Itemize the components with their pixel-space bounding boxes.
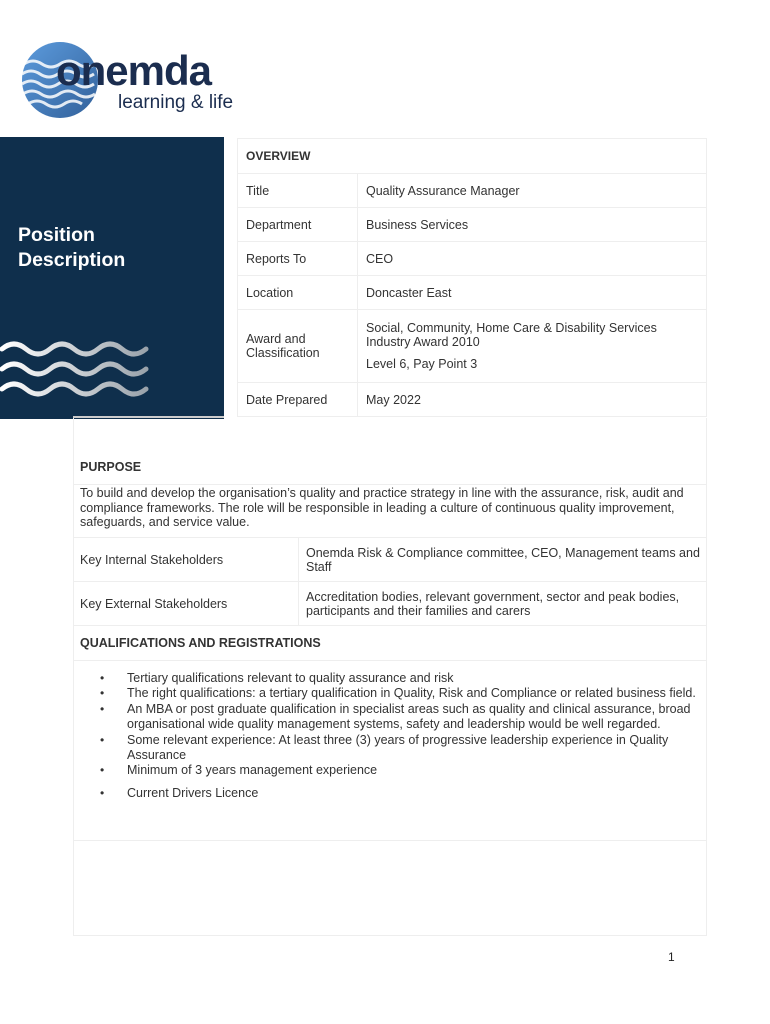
logo-tagline: learning & life bbox=[118, 92, 234, 113]
purpose-text: To build and develop the organisation’s quality and practice strategy in line with the assurance, risk, audit and compliance frameworks. The role will be responsible in leading a culture of continuous quality improvement, safeguards, and service value. bbox=[80, 486, 684, 529]
panel-title-line1: Position bbox=[18, 224, 95, 246]
row-value: CEO bbox=[358, 242, 707, 276]
logo-brand-text: onemda bbox=[56, 47, 212, 94]
panel-title bbox=[18, 223, 125, 273]
table-row bbox=[238, 276, 707, 310]
stakeholder-label: Key Internal Stakeholders bbox=[80, 553, 224, 567]
list-item: • Minimum of 3 years management experience bbox=[100, 763, 700, 778]
stakeholder-value: Accreditation bodies, relevant government, sector and peak bodies, participants and their families and carers bbox=[306, 589, 680, 618]
table-row bbox=[238, 242, 707, 276]
row-value bbox=[358, 310, 707, 383]
row-label: Title bbox=[238, 174, 358, 208]
row-value: Business Services bbox=[358, 208, 707, 242]
panel-title-line2: Description bbox=[18, 249, 126, 271]
divider bbox=[73, 660, 707, 661]
list-item: • Some relevant experience: At least three (3) years of progressive leadership experience in Quality Assurance bbox=[100, 733, 700, 764]
onemda-logo bbox=[18, 40, 258, 124]
row-value: Quality Assurance Manager bbox=[358, 174, 707, 208]
row-value: Doncaster East bbox=[358, 276, 707, 310]
divider bbox=[73, 625, 707, 626]
row-label: Location bbox=[238, 276, 358, 310]
overview-heading: OVERVIEW bbox=[238, 139, 707, 174]
divider bbox=[73, 840, 707, 841]
list-item: • Tertiary qualifications relevant to quality assurance and risk bbox=[100, 671, 700, 686]
divider bbox=[73, 484, 707, 485]
row-label: Reports To bbox=[238, 242, 358, 276]
award-text: Social, Community, Home Care & Disability Services Industry Award 2010 bbox=[366, 321, 657, 349]
row-label: Date Prepared bbox=[238, 383, 358, 417]
stakeholder-label: Key External Stakeholders bbox=[80, 597, 228, 611]
overview-heading-row bbox=[238, 139, 707, 174]
stakeholder-row-internal bbox=[73, 538, 707, 582]
list-item: • Current Drivers Licence bbox=[100, 786, 700, 801]
list-item: • An MBA or post graduate qualification in specialist areas such as quality and clinical assurance, broad organisational wide quality management systems, safety and leadership would be well regarded. bbox=[100, 702, 700, 733]
qualifications-heading: QUALIFICATIONS AND REGISTRATIONS bbox=[80, 636, 321, 650]
decorative-waves-icon bbox=[0, 335, 160, 405]
table-row bbox=[238, 310, 707, 383]
table-row bbox=[238, 208, 707, 242]
stakeholder-row-external bbox=[73, 582, 707, 626]
divider bbox=[298, 538, 299, 582]
divider bbox=[298, 582, 299, 626]
classification-text: Level 6, Pay Point 3 bbox=[366, 357, 478, 371]
row-value: May 2022 bbox=[358, 383, 707, 417]
stakeholder-value: Onemda Risk & Compliance committee, CEO, Management teams and Staff bbox=[306, 545, 700, 574]
qualifications-list bbox=[100, 671, 700, 801]
purpose-heading: PURPOSE bbox=[80, 460, 142, 474]
list-item: • The right qualifications: a tertiary qualification in Quality, Risk and Compliance or related business field. bbox=[100, 686, 700, 701]
page-number: 1 bbox=[668, 950, 675, 964]
table-row bbox=[238, 383, 707, 417]
table-row bbox=[238, 174, 707, 208]
position-description-panel bbox=[0, 137, 224, 419]
overview-table bbox=[237, 138, 707, 417]
row-label: Award and Classification bbox=[238, 310, 358, 383]
row-label: Department bbox=[238, 208, 358, 242]
